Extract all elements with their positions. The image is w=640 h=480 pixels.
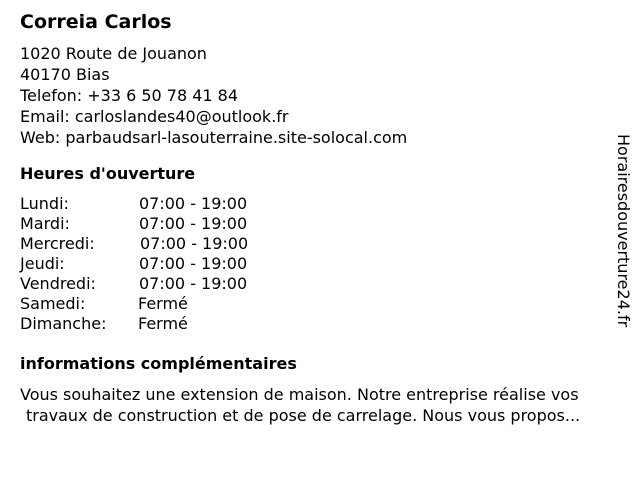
email-line: Email: carloslandes40@outlook.fr <box>20 107 289 126</box>
hours-day-label: Lundi: <box>20 194 69 213</box>
business-name: Correia Carlos <box>20 11 172 33</box>
hours-day-label: Samedi: <box>20 294 86 313</box>
hours-closed-value: Fermé <box>138 314 188 333</box>
hours-closed-value: Fermé <box>138 294 188 313</box>
hours-row-monday <box>20 194 320 214</box>
site-brand-vertical: Horairesdouverture24.fr <box>614 134 633 328</box>
hours-row-sunday <box>20 314 320 334</box>
description-line-2: travaux de construction et de pose de carrelage. Nous vous propos... <box>26 406 581 425</box>
address-line-2: 40170 Bias <box>20 65 110 84</box>
hours-time-value: 07:00 - 19:00 <box>139 274 248 293</box>
hours-day-label: Mardi: <box>20 214 70 233</box>
hours-row-friday <box>20 274 320 294</box>
opening-hours-table <box>20 194 320 334</box>
hours-time-value: 07:00 - 19:00 <box>139 214 248 233</box>
web-line: Web: parbaudsarl-lasouterraine.site-solocal.com <box>20 128 408 147</box>
contact-block <box>20 43 407 148</box>
hours-row-thursday <box>20 254 320 274</box>
hours-row-saturday <box>20 294 320 314</box>
hours-row-tuesday <box>20 214 320 234</box>
hours-day-label: Dimanche: <box>20 314 107 333</box>
hours-day-label: Vendredi: <box>20 274 96 293</box>
hours-day-label: Jeudi: <box>20 254 65 273</box>
additional-info-heading: informations complémentaires <box>20 354 297 373</box>
hours-day-label: Mercredi: <box>20 234 95 253</box>
opening-hours-heading: Heures d'ouverture <box>20 164 196 183</box>
phone-line: Telefon: +33 6 50 78 41 84 <box>20 86 239 105</box>
hours-time-value: 07:00 - 19:00 <box>139 254 248 273</box>
hours-row-wednesday <box>20 234 320 254</box>
description-line-1: Vous souhaitez une extension de maison. Notre entreprise réalise vos <box>20 385 579 404</box>
hours-time-value: 07:00 - 19:00 <box>140 234 249 253</box>
address-line-1: 1020 Route de Jouanon <box>20 44 207 63</box>
additional-info-text <box>20 384 632 426</box>
hours-time-value: 07:00 - 19:00 <box>139 194 248 213</box>
